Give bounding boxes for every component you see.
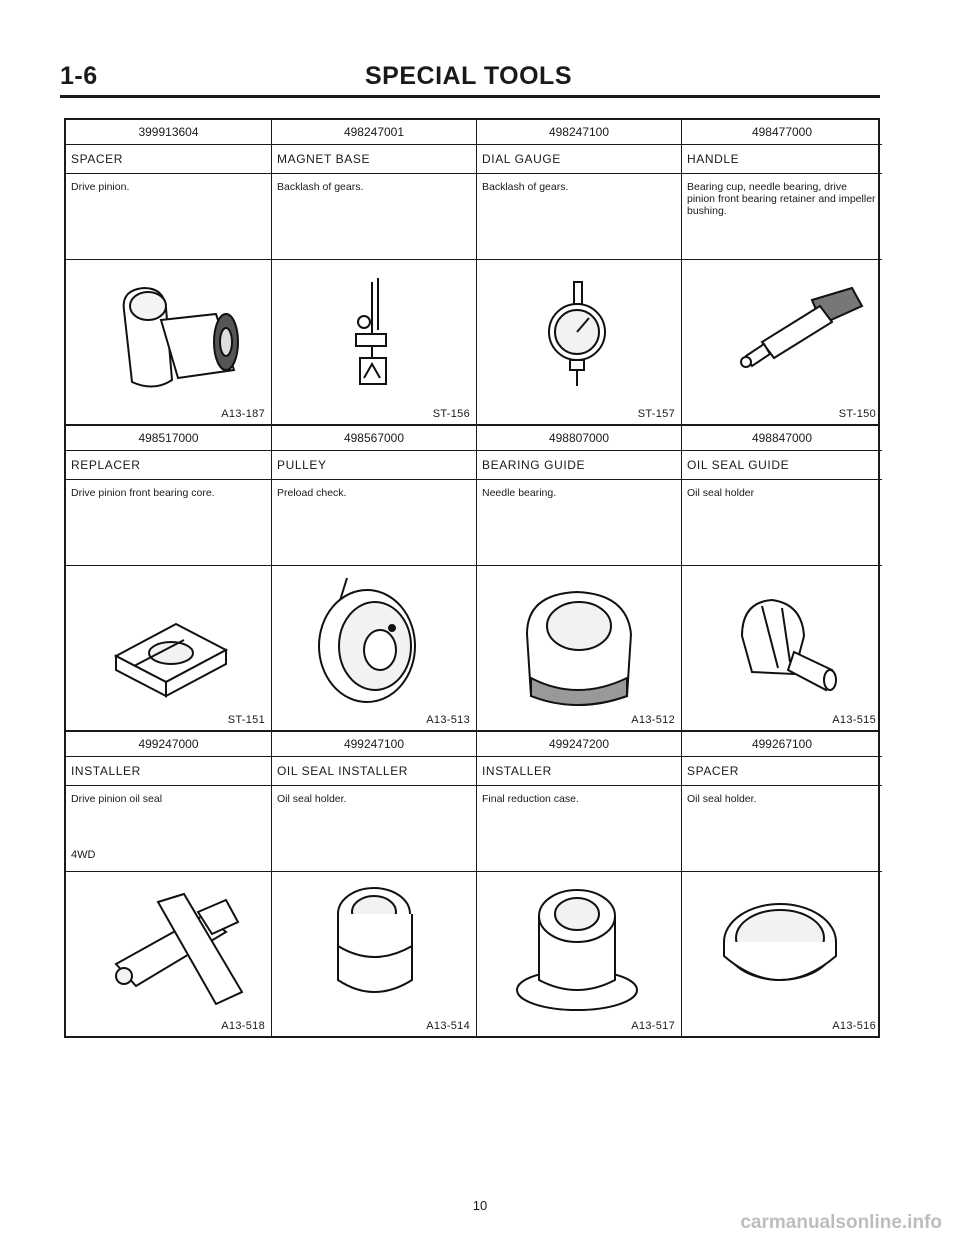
part-number: 498247001 <box>272 120 476 145</box>
tool-name: SPACER <box>682 757 882 786</box>
tool-name: PULLEY <box>272 451 476 480</box>
section-page-number: 1-6 <box>60 62 98 90</box>
part-number: 499247200 <box>477 732 681 757</box>
tool-illustration <box>477 566 681 730</box>
oil-seal-guide-icon <box>682 566 882 716</box>
spacer-tool-icon <box>66 260 266 410</box>
tool-usage: Backlash of gears. <box>272 174 476 260</box>
tool-usage: Backlash of gears. <box>477 174 681 260</box>
part-number: 498567000 <box>272 426 476 451</box>
figure-reference: ST-151 <box>227 714 265 726</box>
header-rule <box>60 95 880 98</box>
tool-illustration <box>477 260 681 424</box>
tool-usage: Drive pinion oil seal 4WD <box>66 786 271 872</box>
figure-reference: ST-156 <box>432 408 470 420</box>
tool-illustration <box>272 872 476 1036</box>
page-title: SPECIAL TOOLS <box>365 62 573 90</box>
figure-reference: A13-517 <box>631 1020 675 1032</box>
figure-reference: A13-187 <box>221 408 265 420</box>
tool-illustration <box>66 260 271 424</box>
tool-name: OIL SEAL INSTALLER <box>272 757 476 786</box>
tool-cell <box>272 120 477 424</box>
tool-usage: Oil seal holder. <box>682 786 882 872</box>
dial-gauge-icon <box>477 260 677 410</box>
tool-cell <box>682 120 882 424</box>
figure-reference: ST-157 <box>637 408 675 420</box>
part-number: 498847000 <box>682 426 882 451</box>
tool-name: MAGNET BASE <box>272 145 476 174</box>
tool-name: OIL SEAL GUIDE <box>682 451 882 480</box>
tool-illustration <box>682 566 882 730</box>
tool-illustration <box>272 260 476 424</box>
oil-seal-installer-icon <box>272 872 472 1022</box>
tool-cell <box>66 732 272 1036</box>
part-number: 498807000 <box>477 426 681 451</box>
part-number: 499267100 <box>682 732 882 757</box>
tool-cell <box>477 120 682 424</box>
tool-usage: Final reduction case. <box>477 786 681 872</box>
tool-cell <box>477 732 682 1036</box>
figure-reference: A13-514 <box>426 1020 470 1032</box>
tool-row <box>66 120 878 426</box>
page-header <box>60 58 880 96</box>
part-number: 499247100 <box>272 732 476 757</box>
tool-illustration <box>66 872 271 1036</box>
tool-name: INSTALLER <box>477 757 681 786</box>
tool-usage: Oil seal holder <box>682 480 882 566</box>
tool-name: DIAL GAUGE <box>477 145 681 174</box>
bearing-guide-icon <box>477 566 677 716</box>
figure-reference: ST-150 <box>838 408 876 420</box>
replacer-tool-icon <box>66 566 266 716</box>
tool-name: SPACER <box>66 145 271 174</box>
tool-cell <box>682 426 882 730</box>
figure-reference: A13-518 <box>221 1020 265 1032</box>
figure-reference: A13-515 <box>832 714 876 726</box>
tool-usage: Preload check. <box>272 480 476 566</box>
special-tools-table <box>64 118 880 1038</box>
tool-name: INSTALLER <box>66 757 271 786</box>
pulley-tool-icon <box>272 566 472 716</box>
watermark: carmanualsonline.info <box>740 1212 942 1233</box>
tool-usage: Needle bearing. <box>477 480 681 566</box>
handle-tool-icon <box>682 260 882 410</box>
tool-usage: Bearing cup, needle bearing, drive pinion front bearing retainer and impeller bushing. <box>682 174 882 260</box>
tool-usage: Drive pinion front bearing core. <box>66 480 271 566</box>
tool-name: REPLACER <box>66 451 271 480</box>
tool-cell <box>66 120 272 424</box>
ring-spacer-icon <box>682 872 882 1022</box>
tool-name: HANDLE <box>682 145 882 174</box>
part-number: 499247000 <box>66 732 271 757</box>
installer-flange-icon <box>477 872 677 1022</box>
part-number: 498247100 <box>477 120 681 145</box>
tool-illustration <box>272 566 476 730</box>
tool-usage: Oil seal holder. <box>272 786 476 872</box>
part-number: 399913604 <box>66 120 271 145</box>
sheet-number: 10 <box>472 1198 488 1213</box>
magnet-base-icon <box>272 260 472 410</box>
figure-reference: A13-513 <box>426 714 470 726</box>
tool-usage: Drive pinion. <box>66 174 271 260</box>
installer-tool-icon <box>66 872 266 1022</box>
tool-cell <box>477 426 682 730</box>
part-number: 498477000 <box>682 120 882 145</box>
tool-illustration <box>682 872 882 1036</box>
tool-illustration <box>682 260 882 424</box>
tool-name: BEARING GUIDE <box>477 451 681 480</box>
figure-reference: A13-516 <box>832 1020 876 1032</box>
part-number: 498517000 <box>66 426 271 451</box>
tool-cell <box>66 426 272 730</box>
tool-row <box>66 426 878 732</box>
tool-cell <box>272 426 477 730</box>
tool-cell <box>272 732 477 1036</box>
tool-cell <box>682 732 882 1036</box>
figure-reference: A13-512 <box>631 714 675 726</box>
tool-row <box>66 732 878 1036</box>
tool-illustration <box>477 872 681 1036</box>
tool-usage-note: 4WD <box>71 849 96 861</box>
tool-illustration <box>66 566 271 730</box>
